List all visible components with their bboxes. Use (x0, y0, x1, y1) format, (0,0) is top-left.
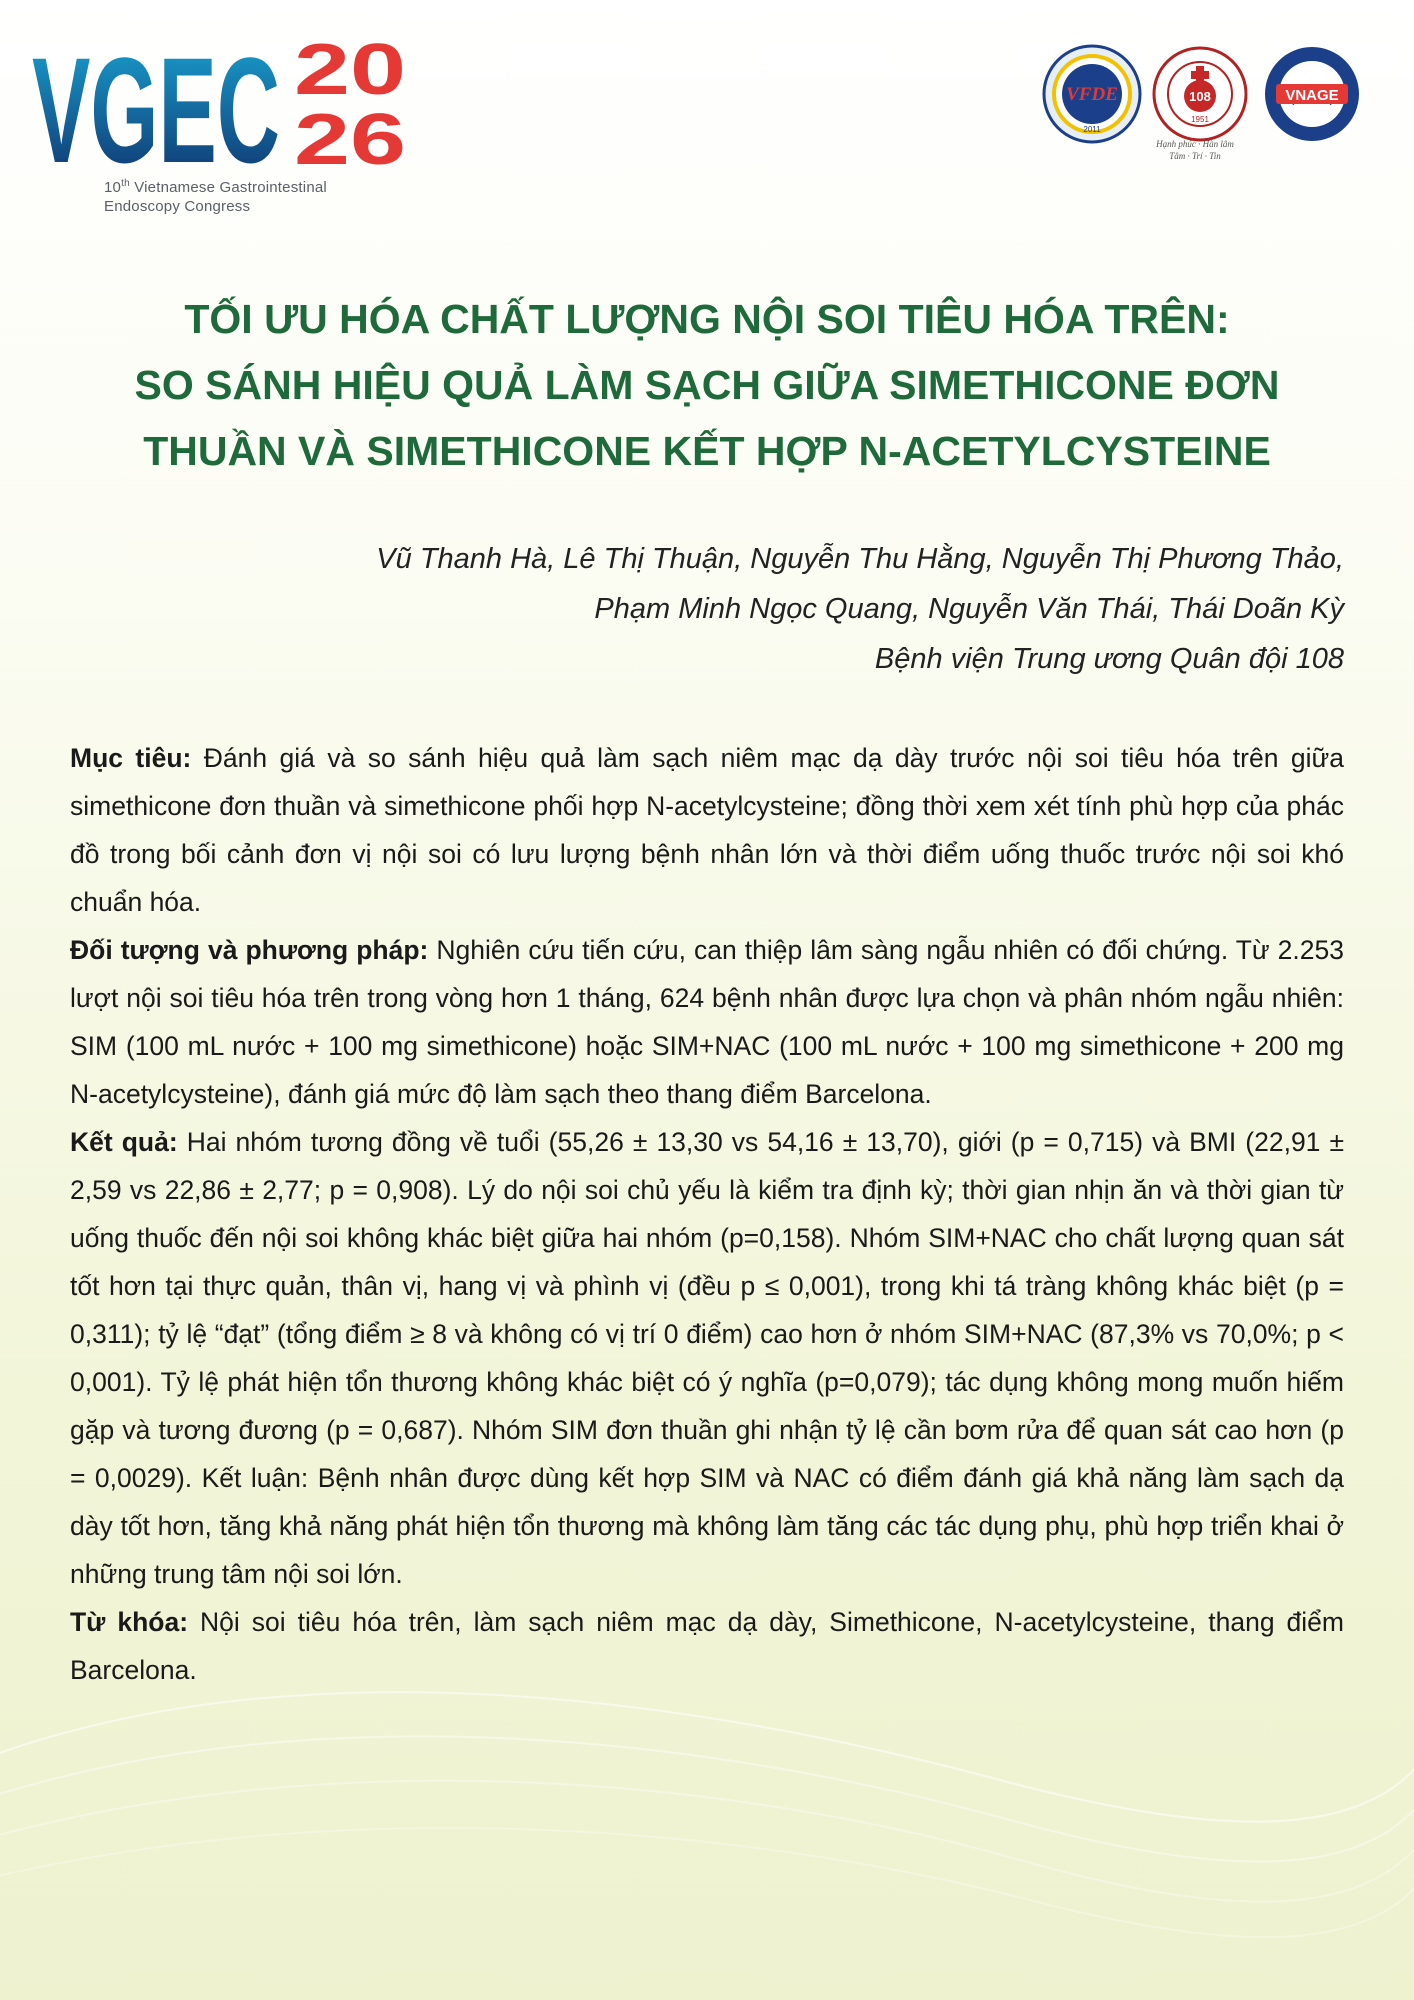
hospital-badge-number: 108 (1189, 89, 1211, 104)
keywords-label: Từ khóa: (70, 1607, 189, 1637)
logo-letters: VGEC (32, 30, 280, 180)
title-line-3: THUẦN VÀ SIMETHICONE KẾT HỢP N-ACETYLCYSTEINE (143, 428, 1271, 474)
objective-label: Mục tiêu: (70, 743, 192, 773)
logo-year-bottom: 26 (294, 100, 406, 180)
results-text: Hai nhóm tương đồng về tuổi (55,26 ± 13,30 vs 54,16 ± 13,70), giới (p = 0,715) và BMI (22,91 ± 2,59 vs 22,86 ± 2,77; p = 0,908). Lý do nội soi chủ yếu là kiểm tra định kỳ; thời gian nhịn ăn và thời gian từ uống thuốc đến nội soi không khác biệt giữa hai nhóm (p=0,158). Nhóm SIM+NAC cho chất lượng quan sát tốt hơn tại thực quản, thân vị, hang vị và phình vị (đều p ≤ 0,001), trong khi tá tràng không khác biệt (p = 0,311); tỷ lệ “đạt” (tổng điểm ≥ 8 và không có vị trí 0 điểm) cao hơn ở nhóm SIM+NAC (87,3% vs 70,0%; p < 0,001). Tỷ lệ phát hiện tổn thương không khác biệt có ý nghĩa (p=0,079); tác dụng không mong muốn hiếm gặp và tương đương (p = 0,687). Nhóm SIM đơn thuần ghi nhận tỷ lệ cần bơm rửa để quan sát cao hơn (p = 0,0029). Kết luận: Bệnh nhân được dùng kết hợp SIM và NAC có điểm đánh giá khả năng làm sạch dạ dày tốt hơn, tăng khả năng phát hiện tổn thương mà không làm tăng các tác dụng phụ, phù hợp triển khai ở những trung tâm nội soi lớn. (70, 1127, 1345, 1589)
congress-line1: Vietnamese Gastrointestinal (129, 179, 327, 196)
congress-line2: Endoscopy Congress (104, 198, 251, 215)
title-line-2: SO SÁNH HIỆU QUẢ LÀM SẠCH GIỮA SIMETHICONE ĐƠN (134, 362, 1280, 408)
hospital-year: 1951 (1191, 115, 1209, 124)
keywords-text: Nội soi tiêu hóa trên, làm sạch niêm mạc dạ dày, Simethicone, N-acetylcysteine, thang điểm Barcelona. (70, 1607, 1344, 1685)
vgec-logo-mark (32, 30, 412, 180)
vfde-logo (1042, 44, 1142, 144)
abstract-body (70, 734, 1344, 1694)
vnage-logo (1262, 44, 1362, 144)
authors-line-2: Phạm Minh Ngọc Quang, Nguyễn Văn Thái, Thái Doãn Kỳ (594, 593, 1344, 625)
results-label: Kết quả: (70, 1127, 178, 1157)
hospital-motto (1140, 138, 1250, 162)
hospital-108-logo (1150, 44, 1250, 144)
logo-year-top: 20 (294, 30, 406, 110)
congress-logo (32, 30, 412, 220)
vfde-year: 2011 (1083, 125, 1101, 134)
methods-text: Nghiên cứu tiến cứu, can thiệp lâm sàng ngẫu nhiên có đối chứng. Từ 2.253 lượt nội soi tiêu hóa trên trong vòng hơn 1 tháng, 624 bệnh nhân được lựa chọn và phân nhóm ngẫu nhiên: SIM (100 mL nước + 100 mg simethicone) hoặc SIM+NAC (100 mL nước + 100 mg simethicone + 200 mg N-acetylcysteine), đánh giá mức độ làm sạch theo thang điểm Barcelona. (70, 935, 1344, 1109)
keywords-paragraph (70, 1598, 1344, 1694)
congress-ordinal: 10 (104, 179, 122, 196)
results-paragraph (70, 1118, 1344, 1598)
affiliation: Bệnh viện Trung ương Quân đội 108 (874, 643, 1344, 675)
abstract-title (60, 286, 1354, 484)
hospital-motto-line2: Tâm · Trí · Tin (1169, 151, 1221, 161)
vfde-text: VFDE (1066, 84, 1118, 105)
congress-ordinal-suffix: th (121, 178, 130, 189)
authors-block (376, 534, 1344, 684)
objective-text: Đánh giá và so sánh hiệu quả làm sạch niêm mạc dạ dày trước nội soi tiêu hóa trên giữa simethicone đơn thuần và simethicone phối hợp N-acetylcysteine; đồng thời xem xét tính phù hợp của phác đồ trong bối cảnh đơn vị nội soi có lưu lượng bệnh nhân lớn và thời điểm uống thuốc trước nội soi khó chuẩn hóa. (70, 743, 1344, 917)
objective-paragraph (70, 734, 1344, 926)
congress-subtitle (104, 174, 327, 216)
title-line-1: TỐI ƯU HÓA CHẤT LƯỢNG NỘI SOI TIÊU HÓA TRÊN: (184, 296, 1230, 342)
authors-line-1: Vũ Thanh Hà, Lê Thị Thuận, Nguyễn Thu Hằng, Nguyễn Thị Phương Thảo, (376, 543, 1344, 575)
methods-label: Đối tượng và phương pháp: (70, 935, 429, 965)
hospital-motto-line1: Hạnh phúc · Hàn lâm (1156, 139, 1234, 149)
methods-paragraph (70, 926, 1344, 1118)
vnage-text: VNAGE (1285, 87, 1339, 104)
